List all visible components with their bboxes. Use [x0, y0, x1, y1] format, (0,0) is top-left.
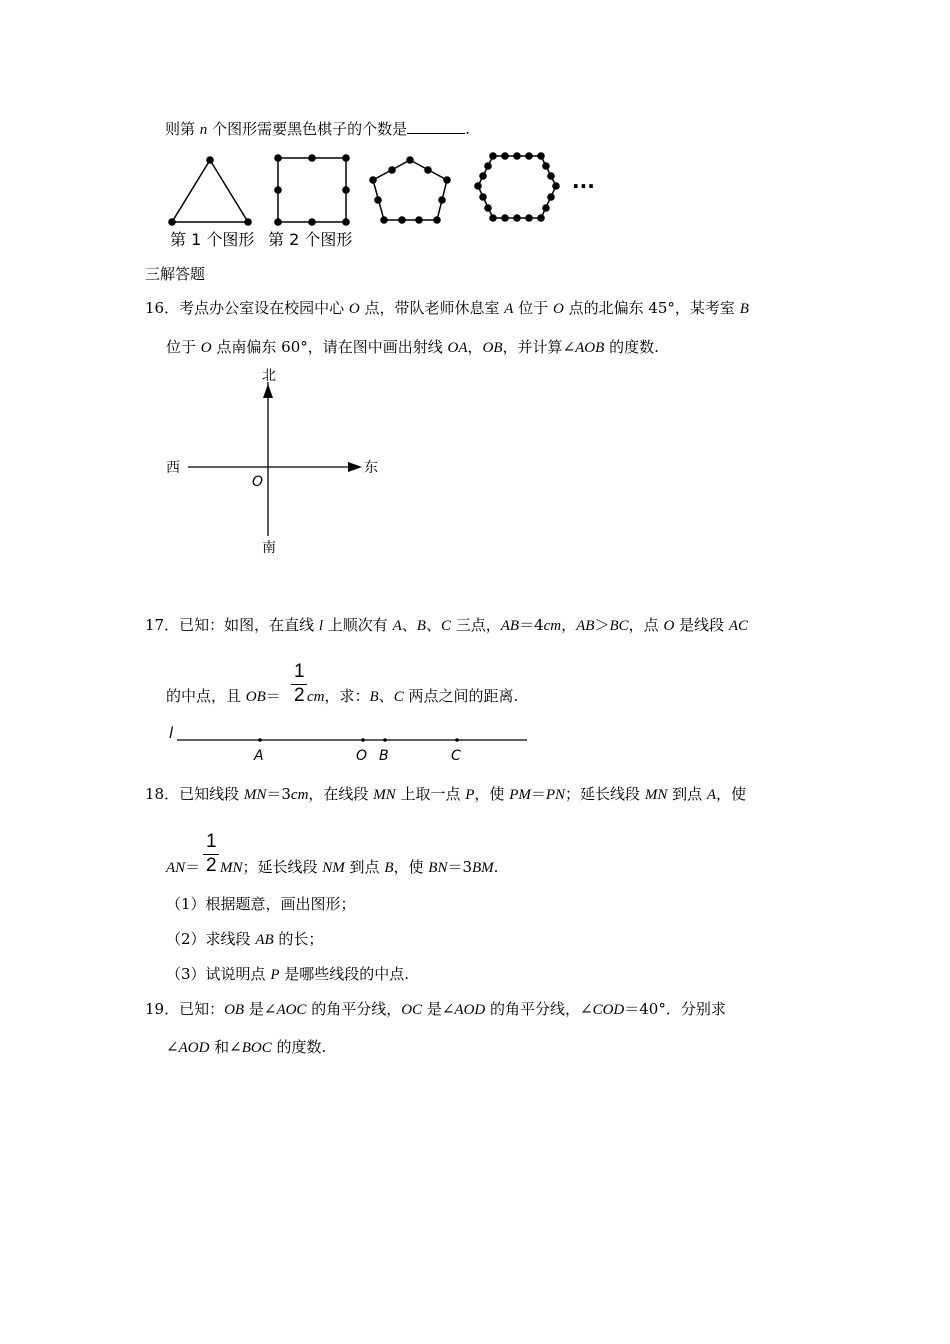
q17-text: 是线段	[674, 616, 729, 634]
q15-prefix: 则第	[165, 120, 196, 138]
q17-text: ＝	[265, 687, 281, 705]
south-label: 南	[262, 540, 276, 556]
q19-text: 的度数.	[271, 1038, 327, 1056]
q18-var: AB	[255, 932, 274, 948]
q19-var: AOD	[178, 1040, 210, 1056]
q18-sub2	[166, 929, 323, 950]
q18-line2-pre	[166, 857, 200, 878]
q18-line2-post	[220, 857, 498, 878]
north-arrowhead	[263, 384, 273, 398]
q19-text: 19．已知：	[145, 1000, 225, 1018]
square-stones	[274, 154, 350, 226]
q18-frac-denominator: 2	[206, 855, 217, 876]
q16-var: OA	[447, 340, 468, 356]
q17-var: B	[369, 689, 379, 705]
q17-var: C	[440, 618, 451, 634]
q17-line2-pre	[166, 686, 281, 707]
q17-text: 的中点，且	[166, 687, 246, 705]
q19-line1	[145, 999, 726, 1020]
q15-text-line	[165, 119, 470, 140]
section-title: 三解答题	[145, 265, 206, 283]
q18-text: （3）试说明点	[166, 965, 271, 983]
q17-var: OB	[245, 689, 266, 705]
q17-var: cm	[307, 689, 325, 705]
q17-text: 上顺次有	[323, 616, 393, 634]
q18-var: AN	[166, 860, 186, 876]
q18-var: MN	[220, 860, 243, 876]
q18-text: 到点	[344, 858, 385, 876]
q18-text: ；延长线段	[242, 858, 323, 876]
q16-var: O	[200, 340, 212, 356]
q19-text: ＝40°．分别求	[624, 1000, 726, 1018]
q19-var: COD	[592, 1002, 625, 1018]
q17-text: 17．已知：如图，在直线	[145, 616, 319, 634]
east-label: 东	[364, 460, 378, 476]
triangle-figure	[172, 160, 248, 222]
q17-text: 、	[425, 616, 441, 634]
triangle-stones	[168, 156, 252, 226]
q18-text: 的长；	[273, 930, 324, 948]
q18-var: MN	[373, 787, 396, 803]
q16-text: 位于	[166, 338, 201, 356]
q16-line1	[145, 298, 749, 319]
q18-var: B	[384, 860, 394, 876]
q16-text: 点的北偏东 45°，某考室	[563, 299, 740, 317]
q19-var: OC	[401, 1002, 423, 1018]
q16-text: 位于	[513, 299, 553, 317]
q18-text: ，使	[716, 785, 747, 803]
q16-text: 点南偏东 60°，请在图中画出射线	[211, 338, 448, 356]
q18-sub3	[166, 964, 409, 985]
q16-text: 的度数.	[604, 338, 659, 356]
q17-var: l	[318, 618, 324, 634]
q19-text: 和∠	[209, 1038, 242, 1056]
north-label: 北	[262, 368, 276, 384]
q15-var-n: n	[199, 122, 208, 138]
q17-text: 、	[401, 616, 417, 634]
q19-line2	[166, 1037, 326, 1058]
q17-var: cm	[543, 618, 562, 634]
q17-text: ，	[561, 616, 577, 634]
q17-var: BC	[609, 618, 629, 634]
q18-var: PM	[509, 787, 531, 803]
q18-var: NM	[322, 860, 345, 876]
q18-var: BM	[472, 860, 494, 876]
q17-var: AB	[500, 618, 520, 634]
q17-var: B	[416, 618, 426, 634]
q17-var: AB	[576, 618, 595, 634]
origin-label: O	[252, 474, 264, 490]
q18-line1	[145, 784, 746, 805]
point-a-label: A	[254, 748, 264, 764]
q18-text: ＝	[185, 858, 201, 876]
q17-text: ，点	[628, 616, 664, 634]
q15-ellipsis: ···	[572, 174, 595, 198]
q15-suffix: 个图形需要黑色棋子的个数是	[212, 120, 408, 138]
q17-line2-post	[307, 686, 518, 707]
q17-var: A	[392, 618, 402, 634]
q19-text: 是∠	[244, 1000, 277, 1018]
q17-text: ，求：	[324, 687, 370, 705]
q16-line2	[166, 337, 659, 358]
q19-var: OB	[224, 1002, 245, 1018]
q18-text: 是哪些线段的中点.	[279, 965, 410, 983]
q16-var: AOB	[575, 340, 605, 356]
q18-frac-numerator: 1	[206, 831, 217, 852]
point-c-dot	[455, 738, 459, 742]
q16-text: 16．考点办公室设在校园中心	[145, 299, 349, 317]
pentagon-figure	[373, 160, 447, 220]
q16-var: O	[348, 301, 360, 317]
q19-var: BOC	[241, 1040, 272, 1056]
point-o-dot	[361, 738, 365, 742]
q16-var: A	[504, 301, 514, 317]
hexagon-stones	[474, 152, 560, 222]
point-b-dot	[383, 738, 387, 742]
q18-text: ＝3	[447, 858, 472, 876]
q18-var: MN	[243, 787, 267, 803]
east-arrowhead	[348, 462, 362, 472]
q18-var: A	[706, 787, 717, 803]
q17-text: ＝4	[519, 616, 544, 634]
q18-text: 18．已知线段	[145, 785, 244, 803]
q17-text: 三点，	[450, 616, 501, 634]
q18-sub1: （1）根据题意，画出图形；	[166, 895, 356, 913]
q17-var: C	[393, 689, 404, 705]
q19-var: AOD	[454, 1002, 486, 1018]
q17-line1	[145, 615, 748, 636]
q18-var: cm	[290, 787, 309, 803]
q18-text: ，使	[474, 785, 510, 803]
q18-text: 上取一点	[395, 785, 466, 803]
q18-text: ＝3	[266, 785, 291, 803]
q16-var: O	[552, 301, 564, 317]
q16-text: ，	[467, 338, 483, 356]
q15-end: .	[465, 120, 470, 138]
q18-var: MN	[644, 787, 668, 803]
q17-line-diagram	[165, 722, 535, 766]
q16-text: ，并计算∠	[502, 338, 576, 356]
q19-text: ∠	[166, 1038, 179, 1056]
q16-var: OB	[482, 340, 503, 356]
q18-text: ；延长线段	[565, 785, 645, 803]
q18-text: ＝	[530, 785, 546, 803]
q18-text: .	[493, 858, 499, 876]
west-label: 西	[166, 460, 180, 476]
q19-var: AOC	[276, 1002, 307, 1018]
compass-diagram	[160, 364, 390, 560]
q15-fig1-caption: 第 1 个图形	[170, 230, 255, 249]
q18-text: ，在线段	[308, 785, 374, 803]
q18-text: （2）求线段	[166, 930, 256, 948]
square-figure	[278, 158, 346, 222]
q17-var: AC	[728, 618, 748, 634]
q17-text: ＞	[594, 616, 610, 634]
q18-var: BN	[428, 860, 448, 876]
q19-text: 是∠	[422, 1000, 455, 1018]
q15-polygon-pattern-figure	[160, 148, 610, 250]
q19-text: 的角平分线，∠	[485, 1000, 593, 1018]
q16-var: B	[739, 301, 749, 317]
point-a-dot	[258, 738, 262, 742]
q19-text: 的角平分线，	[306, 1000, 402, 1018]
q18-var: P	[270, 967, 280, 983]
point-o-label: O	[356, 748, 368, 764]
line-l-label: l	[169, 724, 174, 742]
q17-text: 、	[378, 687, 394, 705]
point-b-label: B	[379, 748, 389, 764]
q16-text: 点，带队老师休息室	[359, 299, 505, 317]
q17-frac-denominator: 2	[294, 685, 305, 706]
q18-text: 到点	[667, 785, 707, 803]
q15-fig2-caption: 第 2 个图形	[268, 230, 353, 249]
q18-var: PN	[545, 787, 566, 803]
answer-blank[interactable]	[407, 119, 465, 134]
q17-frac-numerator: 1	[294, 661, 305, 682]
q17-text: 两点之间的距离.	[403, 687, 519, 705]
q18-text: ，使	[393, 858, 429, 876]
point-c-label: C	[451, 748, 461, 764]
q17-var: O	[663, 618, 675, 634]
q18-var: P	[465, 787, 475, 803]
